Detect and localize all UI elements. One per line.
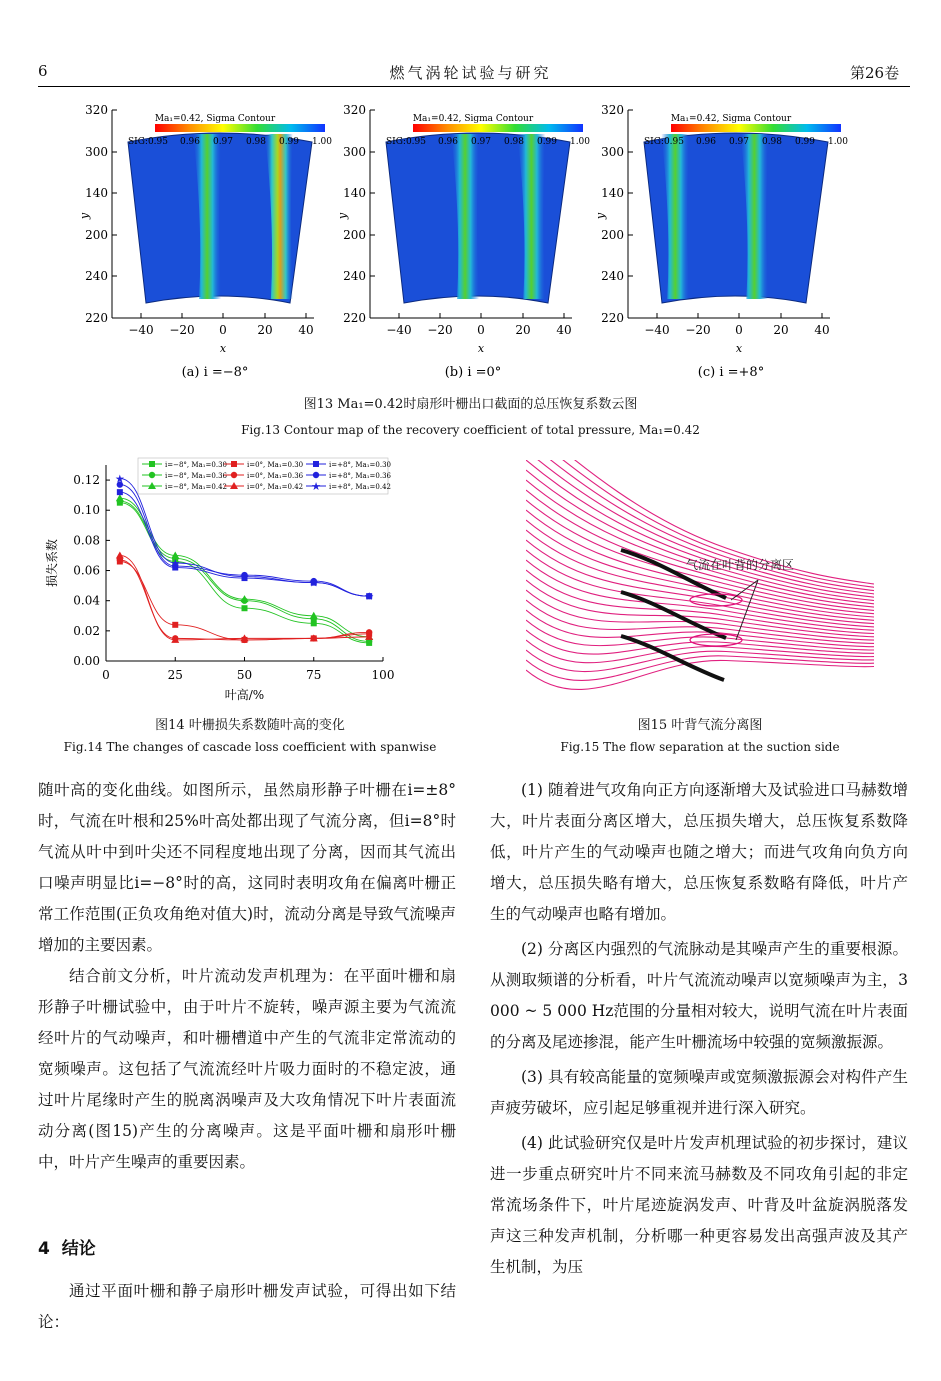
y-tick-label: 300: [85, 145, 108, 159]
paragraph-left-1: 随叶高的变化曲线。如图所示，虽然扇形静子叶栅在i=±8°时，气流在叶根和25%叶高处都出现了气流分离，但i=8°时气流从叶中到叶尖还不同程度地出现了分离，因而其气流出口噪声明显比i=−8°时的高，这同时表明攻角在偏离叶栅正常工作范围(正负攻角绝对值大)时，流动分离是导致气流噪声增加的主要因素。: [38, 781, 456, 954]
data-point: ★: [114, 472, 125, 486]
x-tick-label: 100: [371, 668, 395, 682]
conclusion-intro: 通过平面叶栅和静子扇形叶栅发声试验，可得出如下结论：: [38, 1282, 456, 1331]
data-point: [231, 472, 237, 478]
contour-panel-0: [78, 103, 332, 380]
flow-separation-svg: [526, 460, 874, 706]
color-scale-bar: [671, 124, 841, 132]
x-tick-label: 75: [306, 668, 322, 682]
panel-title: Ma₁=0.42, Sigma Contour: [670, 114, 792, 124]
header-rule: [38, 86, 910, 87]
scale-tick-label: 0.98: [245, 137, 267, 147]
scale-tick-label: 0.97: [470, 137, 492, 147]
y-tick-label: 320: [343, 103, 366, 117]
scale-tick-label: 0.98: [761, 137, 783, 147]
y-tick-label: 320: [85, 103, 108, 117]
data-point: [116, 494, 124, 501]
conclusion-3: (3) 具有较高能量的宽频噪声或宽频激振源会对构件产生声疲劳破坏，应引起足够重视并进行深入研究。: [490, 1068, 908, 1117]
x-tick-label: −40: [128, 323, 154, 337]
x-tick-label: 20: [257, 323, 273, 337]
volume-label: 第26卷: [850, 64, 900, 82]
x-tick-label: 20: [773, 323, 789, 337]
fig14-caption-en: Fig.14 The changes of cascade loss coefficient with spanwise: [63, 740, 437, 754]
panel-title: Ma₁=0.42, Sigma Contour: [412, 114, 534, 124]
separation-annotation: 气流在叶背的分离区: [686, 558, 795, 572]
data-point: [117, 489, 123, 495]
sig-label: SIG:0.95: [386, 137, 426, 147]
y-tick-label: 0.00: [73, 654, 100, 668]
conclusion-4: (4) 此试验研究仅是叶片发声机理试验的初步探讨，建议进一步重点研究叶片不同来流马赫数及不同攻角引起的非定常流场条件下，叶片尾迹旋涡发声、叶背及叶盆旋涡脱落发声这三种发声机制，分析哪一种更容易发出高强声波及其产生机制，为压: [490, 1134, 908, 1276]
section-title: 结论: [61, 1239, 96, 1259]
legend-entry: i=−8°, Ma₁=0.36: [165, 472, 227, 480]
legend-entry: i=0°, Ma₁=0.36: [247, 472, 304, 480]
x-tick-label: −20: [685, 323, 711, 337]
fig14-caption-cn: 图14 叶栅损失系数随叶高的变化: [155, 718, 345, 733]
section-heading: [38, 1234, 96, 1259]
fig15-caption-cn: 图15 叶背气流分离图: [637, 718, 763, 733]
color-scale-bar: [413, 124, 583, 132]
chart-legend: [138, 458, 392, 494]
y-tick-label: 0.02: [73, 623, 100, 638]
legend-entry: i=0°, Ma₁=0.42: [247, 483, 304, 491]
conclusion-2: (2) 分离区内强烈的气流脉动是其噪声产生的重要根源。从测取频谱的分析看，叶片气流流动噪声以宽频噪声为主，3 000 ~ 5 000 Hz范围的分量相对较大，说明气流在叶片表面的分离及尾迹掺混，能产生叶栅流场中较强的宽频激振源。: [490, 940, 908, 1051]
scale-tick-label: 0.96: [179, 137, 201, 147]
conclusion-1: (1) 随着进气攻角向正方向逐渐增大及试验进口马赫数增大，叶片表面分离区增大，总压损失增大，总压恢复系数降低，叶片产生的气动噪声也随之增大；而进气攻角向负方向增大，总压损失略有增大，总压恢复系数略有降低，叶片产生的气动噪声也略有增加。: [490, 781, 908, 923]
data-point: ★: [170, 557, 181, 570]
sig-label: SIG:0.95: [644, 137, 684, 147]
scale-tick-label: 0.99: [278, 137, 300, 147]
x-tick-label: 0: [219, 323, 227, 337]
data-point: [313, 472, 319, 478]
x-tick-label: 0: [102, 668, 110, 682]
x-axis-label: x: [735, 342, 743, 355]
panel-caption: (b) i =0°: [444, 365, 502, 380]
scale-tick-label: 1.00: [827, 137, 849, 147]
series-line: [120, 498, 369, 637]
x-tick-label: −20: [169, 323, 195, 337]
fig13-contour-svg: [60, 96, 920, 386]
page-number: 6: [38, 62, 48, 80]
x-tick-label: 0: [477, 323, 485, 337]
fig13-panels: [60, 96, 920, 386]
panel-caption: (a) i =−8°: [181, 365, 249, 380]
journal-title: 燃气涡轮试验与研究: [389, 64, 552, 82]
scale-tick-label: 0.96: [437, 137, 459, 147]
x-tick-label: −40: [386, 323, 412, 337]
y-tick-label: 240: [343, 269, 366, 283]
legend-entry: i=0°, Ma₁=0.30: [247, 461, 304, 469]
y-tick-label: 0.06: [73, 563, 100, 578]
right-column: [490, 775, 908, 1283]
conclusion-intro-block: [38, 1276, 456, 1338]
y-tick-label: 200: [343, 228, 366, 242]
x-tick-label: 50: [236, 668, 253, 682]
contour-panel-1: [336, 103, 590, 380]
y-tick-label: 240: [85, 269, 108, 283]
fig15-image: [526, 460, 874, 706]
sig-label: SIG:0.95: [128, 137, 168, 147]
section-number: 4: [38, 1239, 50, 1259]
panel-caption: (c) i =+8°: [697, 365, 765, 380]
fig15-caption-en: Fig.15 The flow separation at the suction side: [560, 740, 840, 754]
x-tick-label: 20: [515, 323, 531, 337]
color-scale-bar: [155, 124, 325, 132]
data-point: [149, 461, 155, 467]
data-point: [231, 461, 237, 467]
fig14-chart: [38, 455, 458, 713]
y-tick-label: 300: [343, 145, 366, 159]
y-tick-label: 220: [85, 311, 108, 325]
data-point: ★: [311, 480, 321, 493]
data-point: [116, 551, 124, 558]
data-point: ★: [308, 576, 319, 590]
y-tick-label: 200: [601, 228, 624, 242]
legend-entry: i=+8°, Ma₁=0.42: [329, 483, 391, 491]
y-tick-label: 140: [85, 186, 108, 200]
left-column: [38, 775, 456, 1178]
data-point: ★: [239, 570, 250, 584]
y-tick-label: 240: [601, 269, 624, 283]
y-tick-label: 300: [601, 145, 624, 159]
paragraph-left-2: 结合前文分析，叶片流动发声机理为：在平面叶栅和扇形静子叶栅试验中，由于叶片不旋转，噪声源主要为气流流经叶片的气动噪声，和叶栅槽道中产生的气流非定常流动的宽频噪声。这包括了气流流经叶片吸力面时的不稳定波，通过叶片尾缘时产生的脱离涡噪声及大攻角情况下叶片表面流动分离(图15)产生的分离噪声。这是平面叶栅和扇形叶栅中，叶片产生噪声的重要因素。: [38, 967, 456, 1171]
scale-tick-label: 0.97: [728, 137, 750, 147]
y-axis-label: y: [336, 212, 349, 220]
fig13-caption-en: Fig.13 Contour map of the recovery coefficient of total pressure, Ma₁=0.42: [241, 423, 700, 437]
y-tick-label: 0.10: [73, 503, 100, 518]
panel-title: Ma₁=0.42, Sigma Contour: [154, 114, 276, 124]
scale-tick-label: 0.99: [536, 137, 558, 147]
x-axis-label: x: [219, 342, 227, 355]
x-axis-label: x: [477, 342, 485, 355]
legend-entry: i=+8°, Ma₁=0.36: [329, 472, 391, 480]
scale-tick-label: 1.00: [569, 137, 591, 147]
y-tick-label: 0.08: [73, 533, 100, 548]
legend-entry: i=−8°, Ma₁=0.42: [165, 483, 227, 491]
y-tick-label: 320: [601, 103, 624, 117]
data-point: ★: [364, 590, 375, 604]
scale-tick-label: 0.96: [695, 137, 717, 147]
y-tick-label: 140: [601, 186, 624, 200]
x-tick-label: −20: [427, 323, 453, 337]
data-point: [172, 622, 178, 628]
scale-tick-label: 0.98: [503, 137, 525, 147]
y-axis-title: 损失系数: [45, 538, 59, 588]
x-tick-label: 25: [167, 668, 183, 682]
y-tick-label: 220: [601, 311, 624, 325]
scale-tick-label: 0.97: [212, 137, 234, 147]
data-point: [310, 612, 318, 619]
y-tick-label: 200: [85, 228, 108, 242]
x-tick-label: −40: [644, 323, 670, 337]
y-tick-label: 140: [343, 186, 366, 200]
fig13-caption-cn: 图13 Ma₁=0.42时扇形叶栅出口截面的总压恢复系数云图: [303, 397, 638, 412]
x-tick-label: 40: [814, 323, 830, 337]
y-axis-label: y: [78, 212, 91, 220]
data-point: [149, 472, 155, 478]
legend-entry: i=+8°, Ma₁=0.30: [329, 461, 391, 469]
y-tick-label: 220: [343, 311, 366, 325]
data-point: [242, 605, 248, 611]
y-axis-label: y: [594, 212, 607, 220]
loss-coefficient-chart-svg: [38, 455, 458, 713]
x-tick-label: 40: [298, 323, 314, 337]
legend-entry: i=−8°, Ma₁=0.30: [165, 461, 227, 469]
x-axis-title: 叶高/%: [224, 688, 265, 702]
y-tick-label: 0.12: [73, 473, 100, 488]
x-tick-label: 40: [556, 323, 572, 337]
data-point: [313, 461, 319, 467]
scale-tick-label: 0.99: [794, 137, 816, 147]
contour-panel-2: [594, 103, 848, 380]
x-tick-label: 0: [735, 323, 743, 337]
y-tick-label: 0.04: [73, 593, 100, 608]
scale-tick-label: 1.00: [311, 137, 333, 147]
